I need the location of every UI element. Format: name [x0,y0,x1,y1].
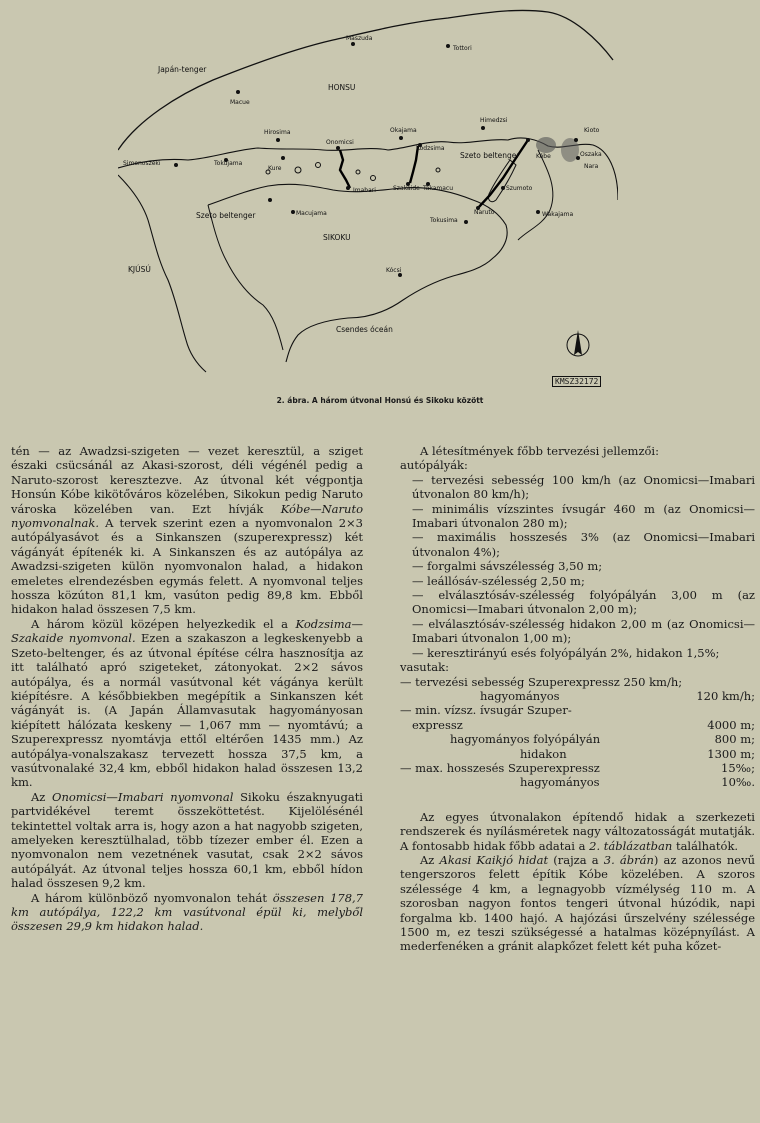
spec-label: — max. hosszesés Szuperexpressz [400,760,600,775]
spec-value: 1300 m; [707,746,755,761]
label-szumoto: Szumoto [506,185,533,192]
spec-value: 120 km/h; [696,688,755,703]
label-oszaka: Oszaka [580,151,602,158]
spec-item: — tervezési sebesség Szuperexpressz 250 km/h; [400,674,683,689]
spec-item: — min. vízsz. ívsugár Szuper- [400,703,572,718]
label-kioto: Kioto [584,127,600,134]
label-maszuda: Maszuda [346,35,373,42]
text-run-italic: 3. ábrán [603,852,654,867]
label-macujama: Macujama [296,210,327,217]
label-seto-east: Szeto beltenger [460,151,520,160]
text-run-italic: Kodzsima—Szakaide nyomvonal. [11,616,363,646]
text-run-italic: Onomicsi—Imabari nyomvonal [52,789,234,804]
spec-label: hidakon [520,746,567,761]
specs-rail-heading: vasutak: [400,660,449,675]
spec-item: — minimális vízszintes ívsugár 460 m (az Onomicsi—Imabari útvonalon 280 m); [412,501,755,531]
label-kodzsima: Kodzsima [416,145,445,152]
text-run: találhatók. [672,838,739,853]
text-run-italic: 2. táblázatban [589,838,673,853]
text-run: ) az azonos nevű tengerszoros felett építik Kóbe közelében. A szoros szélessége 4 km, a legnagyobb vízmélység 110 m. A szorosban nagyon fontos tengeri útvonal húzódik, napi forgalma kb. 1400 hajó. A hajózási űrszelvény szélessége 1500 m, ez teszi szükségessé a hatalmas középnyílást. A mederfenéken a gránit alapkőzet felett két puha kőzet- [400,852,755,954]
label-hirosima: Hirosima [264,129,291,136]
text-run: Az egyes útvonalakon építendő hidak a szerkezeti rendszerek és nyílásméretek nagy változatosságát mutatják. A fontosabb hidak főbb adatai a [400,809,755,853]
specs-intro: A létesítmények főbb tervezési jellemzői: [420,444,659,458]
label-seto-west: Szeto beltenger [196,211,256,220]
route-onomicsi-imabari [340,150,350,188]
text-run-italic: összesen 178,7 km autópálya, 122,2 km vasútvonal épül ki, melyből összesen 29,9 km hidakon halad. [11,890,363,934]
label-onomicsi: Onomicsi [326,139,354,146]
label-okajama: Okajama [390,127,417,134]
text-run: A három különböző nyomvonalon tehát [31,890,273,905]
label-simonoszeki: Simonoszeki [123,160,161,167]
label-nara: Nara [584,163,599,170]
spec-value: 15‰; [721,760,755,775]
text-run: A három közül középen helyezkedik el a [31,616,296,631]
text-run: tén — az Awadzsi-szigeten — vezet keresztül, a sziget északi csücsánál az Akasi-szorost, déli végénél pedig a Naruto-szorost keresztezve. Az útvonal két végpontja Honsún Kóbe kikötőváros közelében, Sikokun pedig Naruto városka közelében van. Ezt hívják [11,444,363,516]
spec-item: — tervezési sebesség 100 km/h (az Onomicsi—Imabari útvonalon 80 km/h); [412,472,755,502]
label-tottori: Tottori [453,45,472,52]
right-column [400,444,755,954]
text-run: Az [31,789,53,804]
spec-label: hagyományos [520,775,600,790]
label-kyusu: KJÚSÚ [128,265,151,274]
text-run-italic: Akasi Kaikjó hidat [439,852,549,867]
text-run: Az [420,852,440,867]
text-run: Sikoku északnyugati partvidékével teremt összeköttetést. Kijelölésénél tekintettel voltak arra is, hogy azon a hat nagyobb szigeten, amelyeken keresztülhalad, több tízezer ember él. Ezen a nyomvonalon nem vezetnének vasutat, csak 2×2 sávos autópályát. Az útvonal teljes hossza 60,1 km, ebből hídon halad összesen 9,2 km. [11,789,363,891]
spec-label: hagyományos [480,688,560,703]
text-run: A tervek szerint ezen a nyomvonalon 2×3 autópályasávot és a Sinkanszen (szuperexpressz) két vágányát építenék ki. A Sinkanszen és az autópálya az Awadzsi-szigeten külön nyomvonalon halad, a hidakon emeletes elrendezésben egymás felett. A nyomvonal teljes hossza közúton 81,1 km, vasúton pedig 89,8 km. Ebből hidakon halad összesen 7,5 km. [11,516,363,617]
label-takamacu: Takamacu [423,185,454,192]
label-tokusima: Tokusima [430,217,458,224]
spec-value: 4000 m; [707,717,755,732]
text-run: (rajza a [548,852,604,867]
figure-code: KMSZ32172 [552,376,601,387]
spec-value: 10‰. [721,775,755,790]
label-pacific: Csendes óceán [336,325,393,334]
left-column [11,444,363,934]
specs-roads-heading: autópályák: [400,458,468,473]
label-wakajama: Wakajama [542,211,574,218]
label-sikoku: SIKOKU [323,233,351,242]
spec-item: — forgalmi sávszélesség 3,50 m; [412,559,603,574]
label-japan-sea: Japán-tenger [158,65,207,74]
honsu-north-coast [118,10,613,150]
spec-item: — elválasztósáv-szélesség hidakon 2,00 m (az Onomicsi—Imabari útvonalon 1,00 m); [412,616,755,646]
text-run-italic: Kóbe—Naruto nyomvonalnak. [11,501,363,531]
figure-caption: 2. ábra. A három útvonal Honsú és Sikoku között [276,396,484,405]
label-tokujama: Tokujama [214,160,243,167]
label-imabari: Imabari [353,187,376,194]
label-kocsi: Kócsi [386,267,402,274]
label-naruto: Naruto [474,209,495,216]
label-honsu: HONSU [328,83,356,92]
spec-label: expressz [412,717,463,732]
label-szakaide: Szakaide [393,185,420,192]
spec-value: 800 m; [714,732,755,747]
north-arrow-icon [567,330,589,356]
label-kobe: Kóbe [536,153,551,160]
spec-label: hagyományos folyópályán [450,732,601,747]
text-run: Ezen a szakaszon a legkeskenyebb a Szeto-beltenger, és az útvonal építése célra hasznosítja az itt található apró szigeteket, zátonyokat. 2×2 sávos autópálya, és a normál vasútvonal két vágánya került kiépítésre. A későbbiekben megépítik a Sinkanszen két vágányát is. (A Japán Államvasutak hagyományosan kiépített hálózata keskeny — 1,067 mm — nyomtávú; a Szuperexpressz nyomtávja ettől eltérően 1435 mm.) Az autópálya-vonalszakasz tervezett hossza 37,5 km, a vasútvonalaké 32,4 km, ebből hidakon halad összesen 13,2 km. [11,631,363,790]
spec-item: — maximális hosszesés 3% (az Onomicsi—Imabari útvonalon 4%); [412,530,755,559]
spec-item: — leállósáv-szélesség 2,50 m; [412,573,585,588]
label-himedzsi: Himedzsi [480,117,508,124]
spec-item: — keresztirányú esés folyópályán 2%, hidakon 1,5%; [412,645,720,660]
label-kure: Kure [268,165,282,172]
label-macue: Macue [230,99,250,106]
spec-item: — elválasztósáv-szélesség folyópályán 3,00 m (az Onomicsi—Imabari útvonalon 2,00 m); [412,588,755,617]
route-map [118,0,618,395]
